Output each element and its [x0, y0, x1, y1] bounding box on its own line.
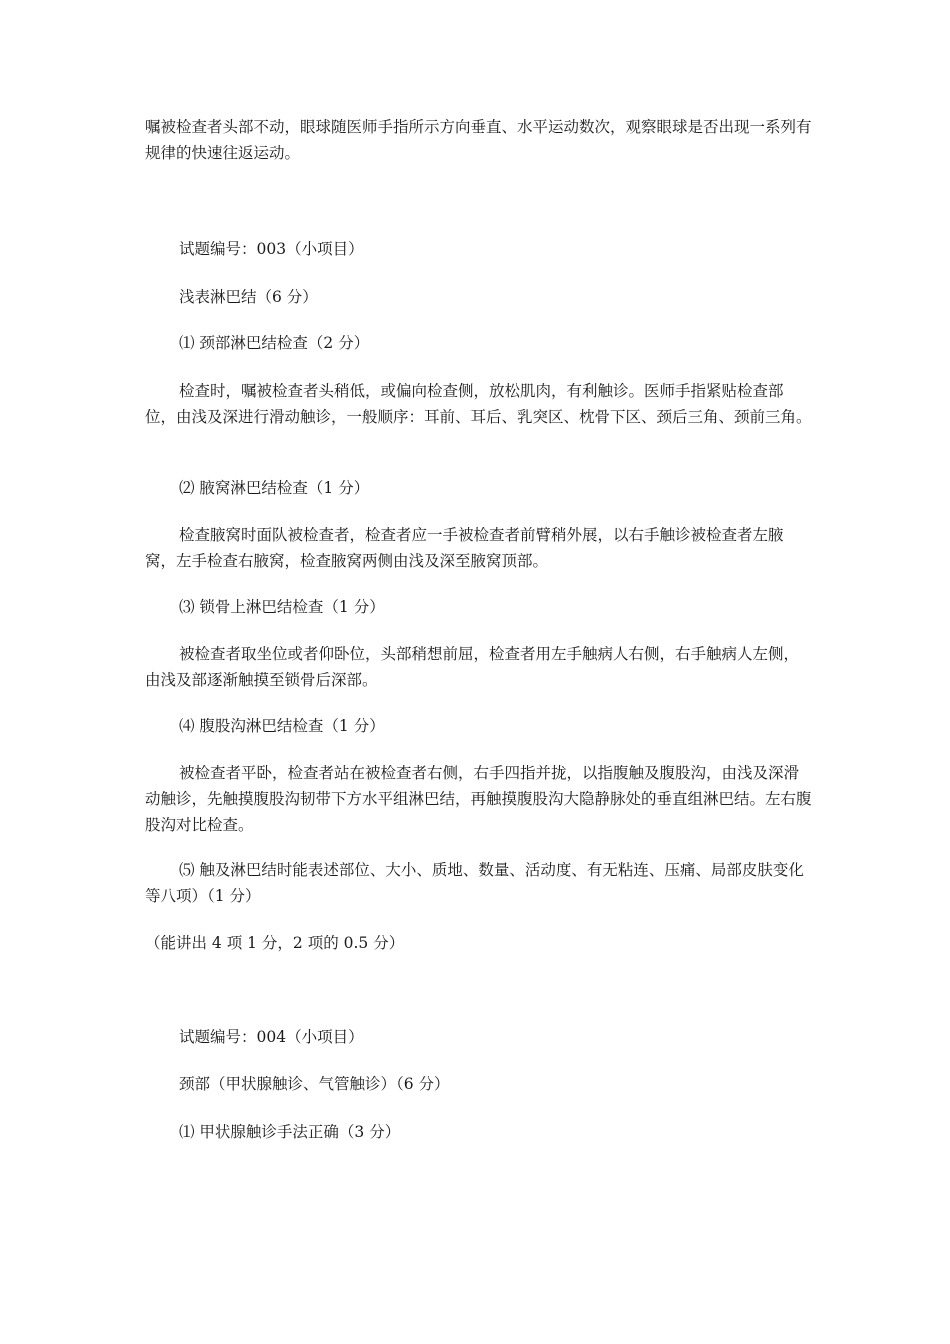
body-paragraph: ⑸ 触及淋巴结时能表述部位、大小、质地、数量、活动度、有无粘连、压痛、局部皮肤变化等八项）（1 分）	[145, 861, 804, 905]
body-paragraph: 嘱被检查者头部不动，眼球随医师手指所示方向垂直、水平运动数次，观察眼球是否出现一系列有规律的快速往返运动。	[145, 118, 812, 162]
item-heading: ⑴ 颈部淋巴结检查（2 分）	[179, 334, 370, 352]
body-paragraph: 检查腋窝时面队被检查者，检查者应一手被检查者前臂稍外展，以右手触诊被检查者左腋窝，左手检查右腋窝，检查腋窝两侧由浅及深至腋窝顶部。	[145, 526, 784, 570]
question-number-heading: 试题编号：004（小项目）	[179, 1028, 364, 1046]
item-heading: ⑵ 腋窝淋巴结检查（1 分）	[179, 479, 370, 497]
section-heading: 浅表淋巴结（6 分）	[179, 288, 318, 306]
body-paragraph: 被检查者平卧，检查者站在被检查者右侧，右手四指并拢，以指腹触及腹股沟，由浅及深滑动触诊，先触摸腹股沟韧带下方水平组淋巴结，再触摸腹股沟大隐静脉处的垂直组淋巴结。左右腹股沟对比检查。	[145, 764, 812, 834]
body-paragraph: 检查时，嘱被检查者头稍低，或偏向检查侧，放松肌肉，有利触诊。医师手指紧贴检查部位，由浅及深进行滑动触诊，一般顺序：耳前、耳后、乳突区、枕骨下区、颈后三角、颈前三角。	[145, 382, 812, 426]
item-heading: ⑶ 锁骨上淋巴结检查（1 分）	[179, 598, 385, 616]
item-heading: ⑴ 甲状腺触诊手法正确（3 分）	[179, 1123, 401, 1141]
item-heading: ⑷ 腹股沟淋巴结检查（1 分）	[179, 717, 385, 735]
scoring-note: （能讲出 4 项 1 分，2 项的 0.5 分）	[145, 934, 405, 952]
body-paragraph: 被检查者取坐位或者仰卧位，头部稍想前屈，检查者用左手触病人右侧，右手触病人左侧，由浅及部逐渐触摸至锁骨后深部。	[145, 645, 800, 689]
section-heading: 颈部（甲状腺触诊、气管触诊）（6 分）	[179, 1075, 450, 1093]
question-number-heading: 试题编号：003（小项目）	[179, 240, 364, 258]
